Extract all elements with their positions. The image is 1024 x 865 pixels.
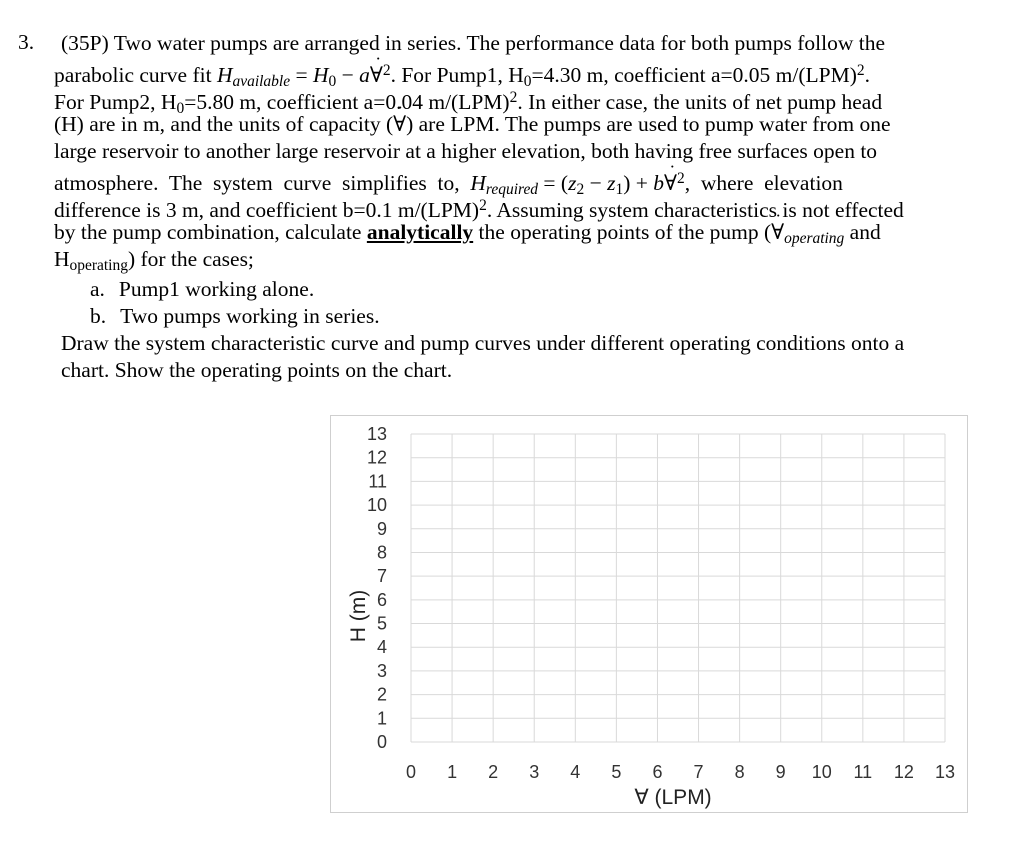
y-tick-label: 6 (376, 589, 387, 610)
y-tick-label: 0 (376, 732, 387, 752)
x-axis-label: ∀ (LPM) (634, 786, 712, 809)
problem-line-13 (61, 357, 452, 384)
x-tick-label: 3 (529, 762, 540, 782)
text: parabolic curve fit (54, 62, 217, 87)
text: For Pump2, H (54, 89, 177, 114)
math-var: H (216, 62, 233, 87)
x-tick-label: 1 (447, 762, 458, 782)
x-tick-label: 13 (934, 762, 956, 782)
x-axis-ticks (406, 762, 955, 782)
chart-canvas (331, 416, 967, 812)
math-sub: required (485, 180, 539, 198)
text: and (844, 220, 881, 244)
y-tick-label: 11 (368, 471, 387, 492)
math-sup: 2 (479, 197, 487, 214)
text: . (864, 62, 871, 87)
text: atmosphere. The system curve simplifies to, (54, 170, 471, 195)
chart-grid (411, 434, 945, 742)
y-tick-label: 10 (366, 495, 387, 516)
y-axis-ticks (367, 424, 387, 752)
math-sub: 0 (176, 99, 185, 117)
math-var: z (568, 170, 577, 195)
y-tick-label: 5 (376, 613, 387, 634)
math-var: z (607, 170, 616, 195)
math-var: H (470, 170, 486, 195)
y-tick-label: 9 (376, 518, 387, 539)
text: (35P) Two water pumps are arranged in series. The performance data for both pumps follow the (61, 31, 886, 55)
text: (H) are in m, and the units of capacity ( (54, 112, 394, 136)
problem-line-4 (54, 111, 891, 138)
problem-line-5 (54, 138, 877, 165)
text: = (290, 62, 313, 87)
math-var: a (359, 62, 370, 87)
y-axis-label: H (m) (347, 589, 370, 643)
math-sub: 0 (328, 72, 337, 90)
text: H (54, 247, 70, 271)
y-tick-label: 13 (366, 424, 387, 444)
list-text: Two pumps working in series. (120, 304, 380, 328)
problem-line-1 (61, 30, 885, 57)
y-tick-label: 3 (376, 660, 387, 681)
math-sup: 2 (676, 170, 685, 187)
problem-line-12 (61, 330, 904, 357)
y-tick-label: 4 (376, 637, 387, 658)
math-sub: available (232, 72, 291, 90)
x-tick-label: 6 (652, 762, 663, 782)
text: chart. Show the operating points on the chart. (61, 358, 453, 382)
math-sup: 2 (509, 89, 518, 106)
list-marker: a. (90, 277, 105, 301)
x-tick-label: 8 (734, 762, 745, 782)
text: =5.80 m, coefficient a=0.04 m/(LPM) (184, 89, 510, 114)
volume-flow-symbol: ∀ ˙ (370, 62, 383, 89)
problem-number: 3. (18, 30, 35, 54)
list-item-b (90, 303, 380, 330)
text: − (584, 170, 608, 195)
problem-line-9 (54, 246, 254, 279)
y-tick-label: 2 (376, 684, 387, 705)
math-sub: 0 (523, 72, 532, 90)
y-tick-label: 7 (376, 566, 387, 587)
text: . For Pump1, H (390, 62, 524, 87)
x-tick-label: 0 (405, 762, 417, 782)
y-tick-label: 12 (366, 447, 387, 468)
x-tick-label: 5 (611, 762, 622, 782)
x-tick-label: 9 (775, 762, 786, 782)
blank-chart (330, 415, 968, 813)
volume-flow-symbol: ∀ ˙ (393, 111, 406, 138)
list-marker: b. (90, 304, 107, 328)
text: − (336, 62, 360, 87)
math-sub: 2 (576, 180, 585, 198)
math-var: H (312, 62, 329, 87)
text: . Assuming system characteristics is not effected (486, 197, 904, 222)
text: Draw the system characteristic curve and pump curves under different operating conditions onto a (61, 331, 905, 355)
text: =4.30 m, coefficient a=0.05 m/(LPM) (531, 62, 857, 87)
text: ) + (623, 170, 654, 195)
math-sup: 2 (856, 62, 865, 79)
text: , where elevation (684, 170, 843, 195)
math-sup: 2 (382, 62, 391, 79)
text: ) for the cases; (127, 247, 254, 271)
list-text: Pump1 working alone. (118, 277, 315, 301)
text: large reservoir to another large reservoir at a higher elevation, both having free surfaces open to (54, 139, 878, 163)
volume-flow-symbol: ∀ ˙ (771, 219, 784, 246)
x-tick-label: 4 (570, 762, 581, 782)
y-tick-label: 1 (376, 708, 387, 729)
x-tick-label: 12 (893, 762, 914, 782)
x-tick-label: 10 (811, 762, 832, 782)
y-tick-label: 8 (376, 542, 387, 563)
math-sub: operating (784, 229, 845, 247)
math-sub: 1 (615, 180, 624, 198)
math-sub: operating (69, 256, 128, 274)
text: difference is 3 m, and coefficient b=0.1 m/(LPM) (54, 197, 480, 222)
text: . In either case, the units of net pump head (517, 89, 883, 114)
volume-flow-symbol: ∀ ˙ (664, 170, 677, 197)
math-var: b (653, 170, 664, 195)
text: the operating points of the pump ( (473, 220, 772, 244)
x-tick-label: 11 (853, 762, 873, 782)
text: ) are LPM. The pumps are used to pump water from one (406, 112, 891, 136)
text: by the pump combination, calculate (54, 220, 367, 244)
x-tick-label: 7 (693, 762, 704, 782)
text: = ( (538, 170, 569, 195)
emphasis-analytically: analytically (366, 220, 474, 244)
list-item-a (90, 276, 314, 303)
x-tick-label: 2 (488, 762, 499, 782)
